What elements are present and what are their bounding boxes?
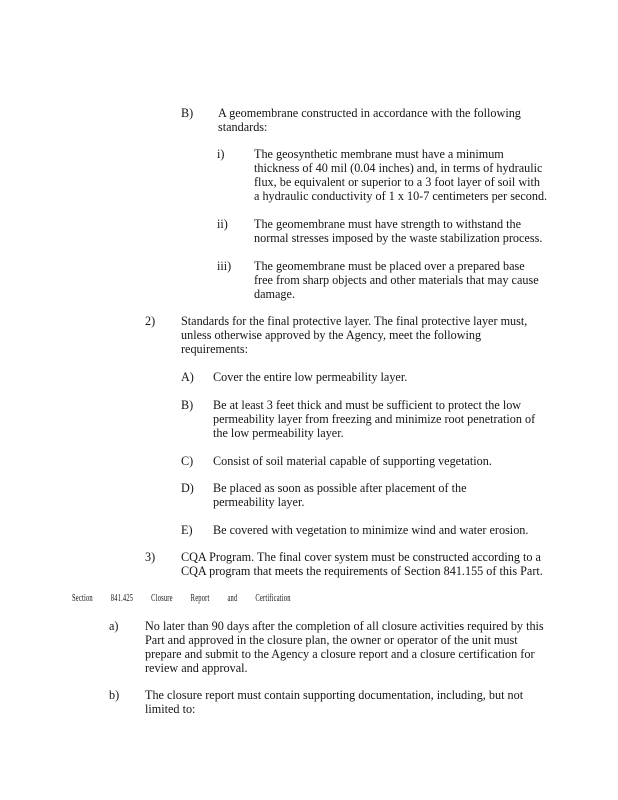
subitem-b2-line-3: the low permeability layer. (213, 426, 344, 440)
subitem-i-line-3: flux, be equivalent or superior to a 3 foot layer of soil with (254, 175, 540, 189)
subitem-i-line-4: a hydraulic conductivity of 1 x 10-7 centimeters per second. (254, 189, 548, 203)
heading-word-certification: Certification (255, 593, 291, 604)
item-label-3: 3) (145, 550, 156, 564)
heading-word-closure: Closure (151, 593, 173, 604)
item-2-line-3: requirements: (181, 342, 249, 356)
subitem-b2-line-1: Be at least 3 feet thick and must be sufficient to protect the low (213, 398, 522, 412)
subitem-label-iii: iii) (217, 259, 232, 273)
heading-section-number: 841.425 (110, 593, 134, 604)
item-2-line-1: Standards for the final protective layer. The final protective layer must, (181, 314, 528, 328)
subitem-label-i: i) (217, 147, 225, 161)
item-b-line-2: standards: (218, 120, 268, 134)
heading-word-report: Report (190, 593, 210, 604)
heading-section-word: Section (72, 593, 93, 604)
subitem-ii-line-1: The geomembrane must have strength to withstand the (254, 217, 522, 231)
subitem-label-e: E) (181, 523, 193, 537)
subitem-iii-line-3: damage. (254, 287, 295, 301)
subitem-iii-line-1: The geomembrane must be placed over a prepared base (254, 259, 525, 273)
section-heading (72, 592, 307, 605)
section-item-a-line-3: prepare and submit to the Agency a closure report and a closure certification for (145, 647, 535, 661)
section-item-label-b: b) (109, 688, 120, 702)
item-3-line-2: CQA program that meets the requirements of Section 841.155 of this Part. (181, 564, 543, 578)
subitem-label-a: A) (181, 370, 194, 384)
subitem-label-d: D) (181, 481, 194, 495)
subitem-iii-line-2: free from sharp objects and other materials that may cause (254, 273, 539, 287)
item-3-line-1: CQA Program. The final cover system must be constructed according to a (181, 550, 541, 564)
section-item-b-line-1: The closure report must contain supporting documentation, including, but not (145, 688, 524, 702)
section-item-label-a: a) (109, 619, 119, 633)
subitem-i-line-1: The geosynthetic membrane must have a minimum (254, 147, 504, 161)
item-2-line-2: unless otherwise approved by the Agency, meet the following (181, 328, 482, 342)
subitem-label-c: C) (181, 454, 194, 468)
subitem-c-line-1: Consist of soil material capable of supporting vegetation. (213, 454, 492, 468)
subitem-d-line-2: permeability layer. (213, 495, 305, 509)
section-item-b-line-2: limited to: (145, 702, 196, 716)
item-label-b: B) (181, 106, 194, 120)
item-label-2: 2) (145, 314, 156, 328)
section-item-a-line-2: Part and approved in the closure plan, the owner or operator of the unit must (145, 633, 518, 647)
section-item-a-line-4: review and approval. (145, 661, 248, 675)
section-item-a-line-1: No later than 90 days after the completion of all closure activities required by this (145, 619, 544, 633)
subitem-d-line-1: Be placed as soon as possible after placement of the (213, 481, 467, 495)
subitem-i-line-2: thickness of 40 mil (0.04 inches) and, in terms of hydraulic (254, 161, 543, 175)
subitem-a-line-1: Cover the entire low permeability layer. (213, 370, 408, 384)
subitem-e-line-1: Be covered with vegetation to minimize wind and water erosion. (213, 523, 529, 537)
item-b-line-1: A geomembrane constructed in accordance with the following (218, 106, 521, 120)
heading-word-and: and (227, 593, 238, 604)
subitem-label-ii: ii) (217, 217, 228, 231)
subitem-label-b2: B) (181, 398, 194, 412)
subitem-ii-line-2: normal stresses imposed by the waste stabilization process. (254, 231, 543, 245)
subitem-b2-line-2: permeability layer from freezing and minimize root penetration of (213, 412, 536, 426)
